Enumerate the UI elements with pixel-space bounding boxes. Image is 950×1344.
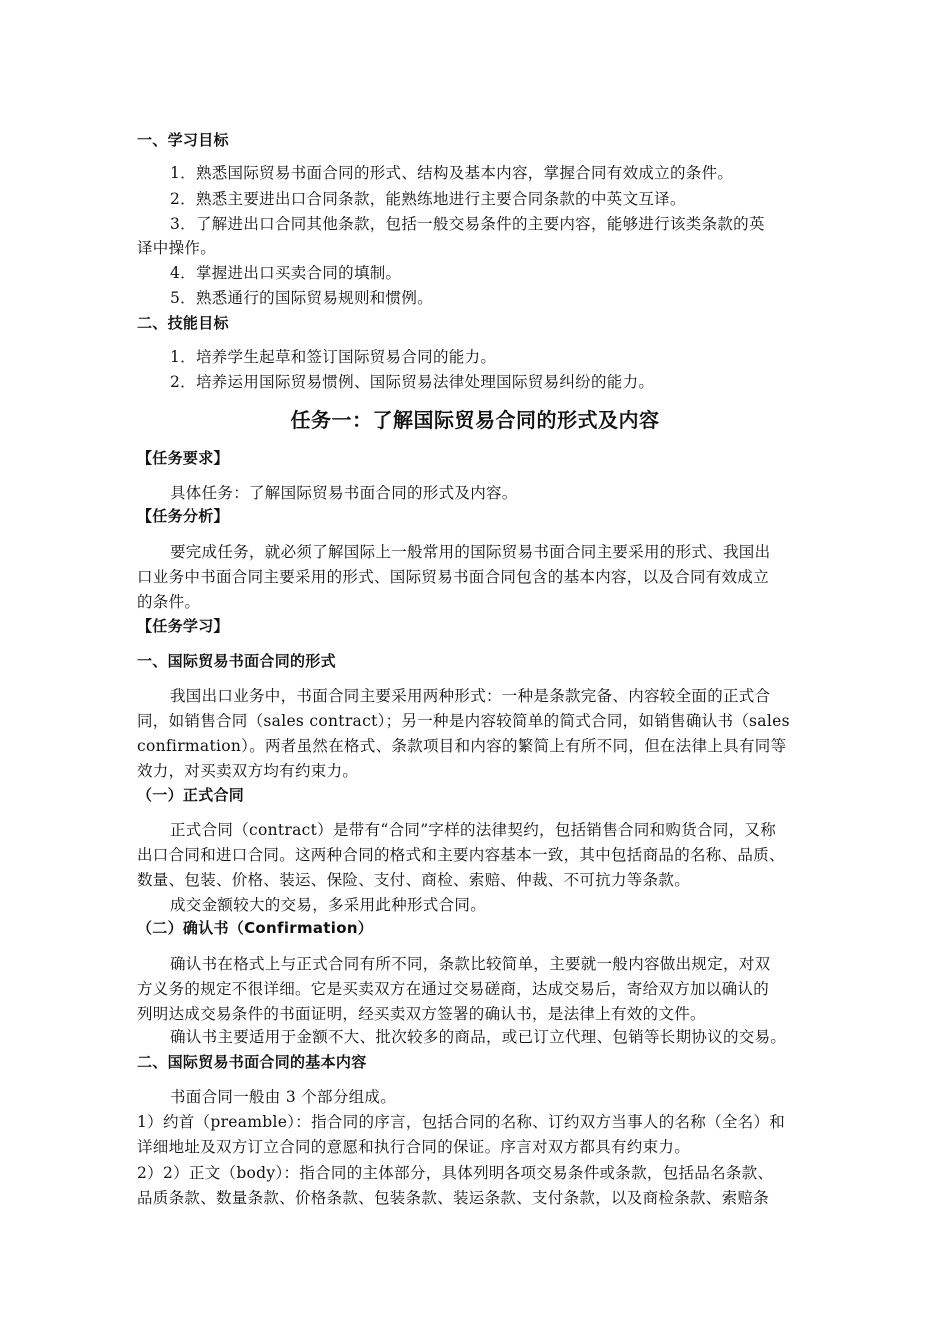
task-analysis-heading: 【任务分析】 xyxy=(137,507,229,525)
forms-line-1: 我国出口业务中，书面合同主要采用两种形式：一种是条款完备、内容较全面的正式合 xyxy=(170,687,771,705)
formal-line-4: 成交金额较大的交易，多采用此种形式合同。 xyxy=(170,896,487,914)
section-heading-skill-goals: 二、技能目标 xyxy=(137,314,229,332)
formal-line-2: 出口合同和进口合同。这两种合同的格式和主要内容基本一致，其中包括商品的名称、品质、 xyxy=(137,846,785,864)
task-title: 任务一：了解国际贸易合同的形式及内容 xyxy=(290,408,660,432)
goal-item-2: 2．熟悉主要进出口合同条款，能熟练地进行主要合同条款的中英文互译。 xyxy=(170,190,686,208)
confirmation-line-1: 确认书在格式上与正式合同有所不同，条款比较简单，主要就一般内容做出规定，对双 xyxy=(170,955,771,973)
task-requirement-text: 具体任务：了解国际贸易书面合同的形式及内容。 xyxy=(170,484,518,502)
confirmation-line-4: 确认书主要适用于金额不大、批次较多的商品，或已订立代理、包销等长期协议的交易。 xyxy=(170,1028,787,1046)
formal-line-1: 正式合同（contract）是带有“合同”字样的法律契约，包括销售合同和购货合同，又称 xyxy=(170,821,777,839)
confirmation-line-3: 列明达成交易条件的书面证明，经买卖双方签署的确认书，是法律上有效的文件。 xyxy=(137,1005,706,1023)
forms-line-2: 同，如销售合同（sales contract）；另一种是内容较简单的简式合同，如销售确认书（sales xyxy=(137,712,790,730)
contract-forms-heading: 一、国际贸易书面合同的形式 xyxy=(137,652,336,670)
task-learning-heading: 【任务学习】 xyxy=(137,617,229,635)
formal-contract-heading: （一）正式合同 xyxy=(137,786,245,804)
confirmation-heading: （二）确认书（Confirmation） xyxy=(137,919,374,937)
confirmation-line-2: 方义务的规定不很详细。它是买卖双方在通过交易磋商，达成交易后，寄给双方加以确认的 xyxy=(137,980,770,998)
forms-line-3: confirmation）。两者虽然在格式、条款项目和内容的繁简上有所不同，但在法律上具有同等 xyxy=(137,737,787,755)
content-line-2: 1）约首（preamble）：指合同的序言，包括合同的名称、订约双方当事人的名称（全名）和 xyxy=(137,1113,786,1131)
formal-line-3: 数量、包装、价格、装运、保险、支付、商检、索赔、仲裁、不可抗力等条款。 xyxy=(137,871,691,889)
goal-item-4: 4．掌握进出口买卖合同的填制。 xyxy=(170,264,402,282)
goal-item-1: 1．熟悉国际贸易书面合同的形式、结构及基本内容，掌握合同有效成立的条件。 xyxy=(170,164,734,182)
contract-content-heading: 二、国际贸易书面合同的基本内容 xyxy=(137,1053,367,1071)
forms-line-4: 效力，对买卖双方均有约束力。 xyxy=(137,762,359,780)
skill-item-2: 2．培养运用国际贸易惯例、国际贸易法律处理国际贸易纠纷的能力。 xyxy=(170,373,655,391)
content-line-5: 品质条款、数量条款、价格条款、包装条款、装运条款、支付条款，以及商检条款、索赔条 xyxy=(137,1189,770,1207)
section-heading-learning-goals: 一、学习目标 xyxy=(137,131,229,149)
analysis-line-2: 口业务中书面合同主要采用的形式、国际贸易书面合同包含的基本内容，以及合同有效成立 xyxy=(137,568,770,586)
skill-item-1: 1．培养学生起草和签订国际贸易合同的能力。 xyxy=(170,348,497,366)
content-line-1: 书面合同一般由 3 个部分组成。 xyxy=(170,1088,397,1106)
goal-item-3: 3．了解进出口合同其他条款，包括一般交易条件的主要内容，能够进行该类条款的英 xyxy=(170,215,765,233)
content-line-4: 2）2）正文（body）：指合同的主体部分，具体列明各项交易条件或条款，包括品名条款、 xyxy=(137,1164,774,1182)
task-requirement-heading: 【任务要求】 xyxy=(137,449,229,467)
content-line-3: 详细地址及双方订立合同的意愿和执行合同的保证。序言对双方都具有约束力。 xyxy=(137,1138,691,1156)
goal-item-5: 5．熟悉通行的国际贸易规则和惯例。 xyxy=(170,289,433,307)
analysis-line-3: 的条件。 xyxy=(137,593,201,611)
goal-item-3-cont: 译中操作。 xyxy=(137,239,217,257)
analysis-line-1: 要完成任务，就必须了解国际上一般常用的国际贸易书面合同主要采用的形式、我国出 xyxy=(170,543,771,561)
